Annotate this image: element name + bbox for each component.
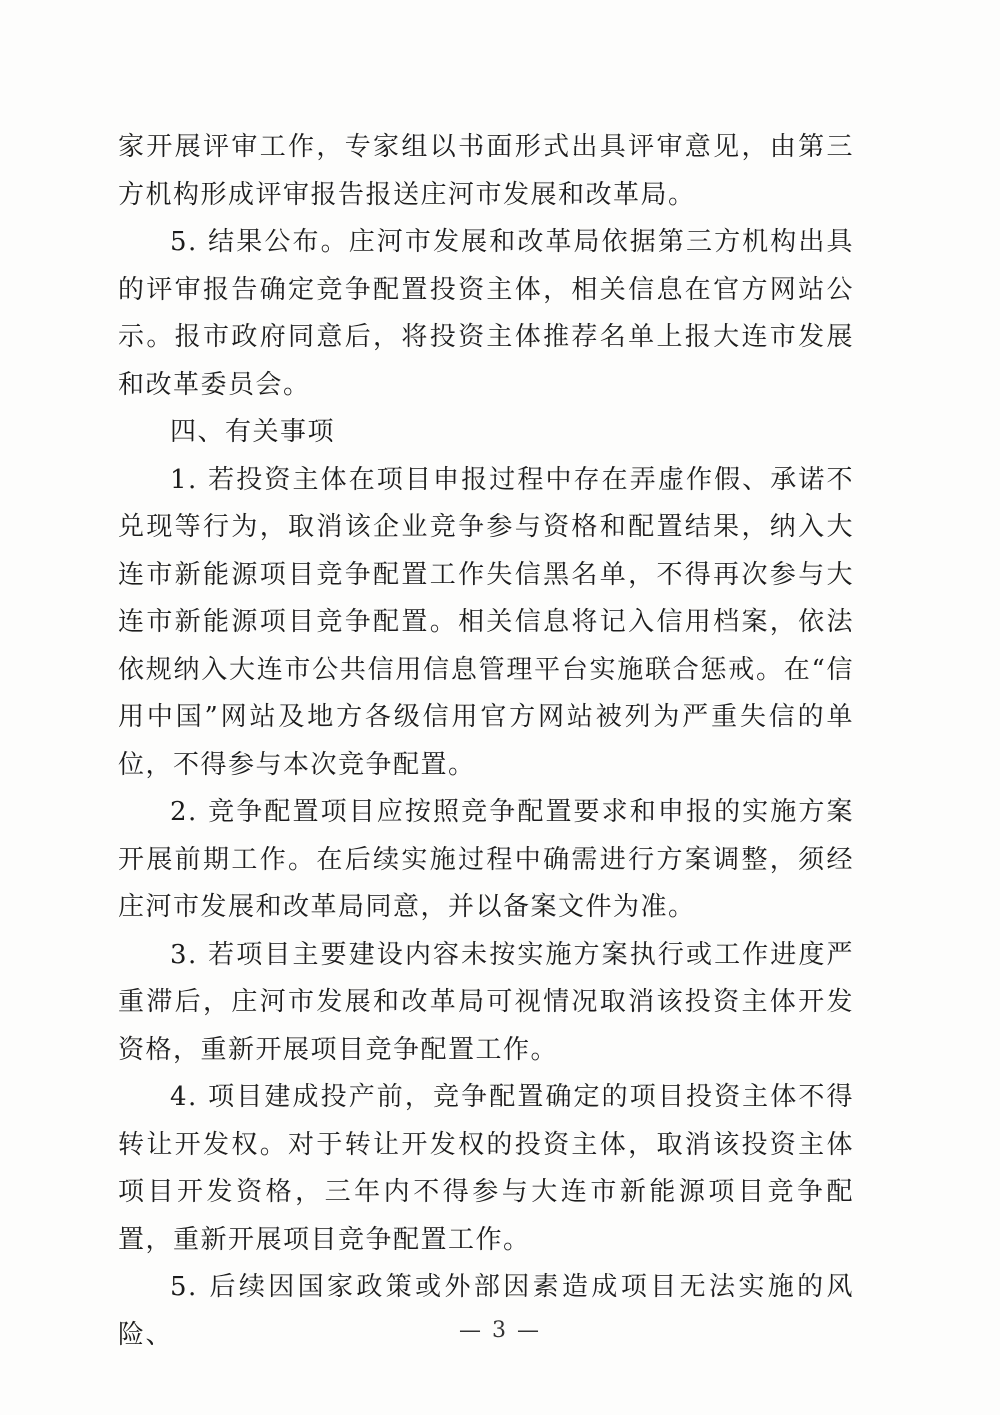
section-heading: 四、有关事项 xyxy=(170,417,336,447)
page-number: — 3 — xyxy=(459,1318,541,1343)
list-item: 4. 项目建成投产前，竞争配置确定的项目投资主体不得转让开发权。对于转让开发权的投资主体，取消该投资主体项目开发资格，三年内不得参与大连市新能源项目竞争配置，重新开展项目竞争配置工作。 xyxy=(118,1082,854,1255)
paragraph-result-announcement: 5. 结果公布。庄河市发展和改革局依据第三方机构出具的评审报告确定竞争配置投资主体，相关信息在官方网站公示。报市政府同意后，将投资主体推荐名单上报大连市发展和改革委员会。 xyxy=(118,227,854,400)
list-item: 3. 若项目主要建设内容未按实施方案执行或工作进度严重滞后，庄河市发展和改革局可视情况取消该投资主体开发资格，重新开展项目竞争配置工作。 xyxy=(118,939,854,1065)
list-item: 5. 后续因国家政策或外部因素造成项目无法实施的风险、 xyxy=(118,1272,854,1350)
list-item: 2. 竞争配置项目应按照竞争配置要求和申报的实施方案开展前期工作。在后续实施过程中确需进行方案调整，须经庄河市发展和改革局同意，并以备案文件为准。 xyxy=(118,797,854,922)
paragraph-continued: 家开展评审工作，专家组以书面形式出具评审意见，由第三方机构形成评审报告报送庄河市发展和改革局。 xyxy=(118,132,854,210)
document-body xyxy=(118,124,854,1359)
list-item: 1. 若投资主体在项目申报过程中存在弄虚作假、承诺不兑现等行为，取消该企业竞争参与资格和配置结果，纳入大连市新能源项目竞争配置工作失信黑名单，不得再次参与大连市新能源项目竞争配置。相关信息将记入信用档案，依法依规纳入大连市公共信用信息管理平台实施联合惩戒。在“信用中国”网站及地方各级信用官方网站被列为严重失信的单位，不得参与本次竞争配置。 xyxy=(118,464,854,780)
